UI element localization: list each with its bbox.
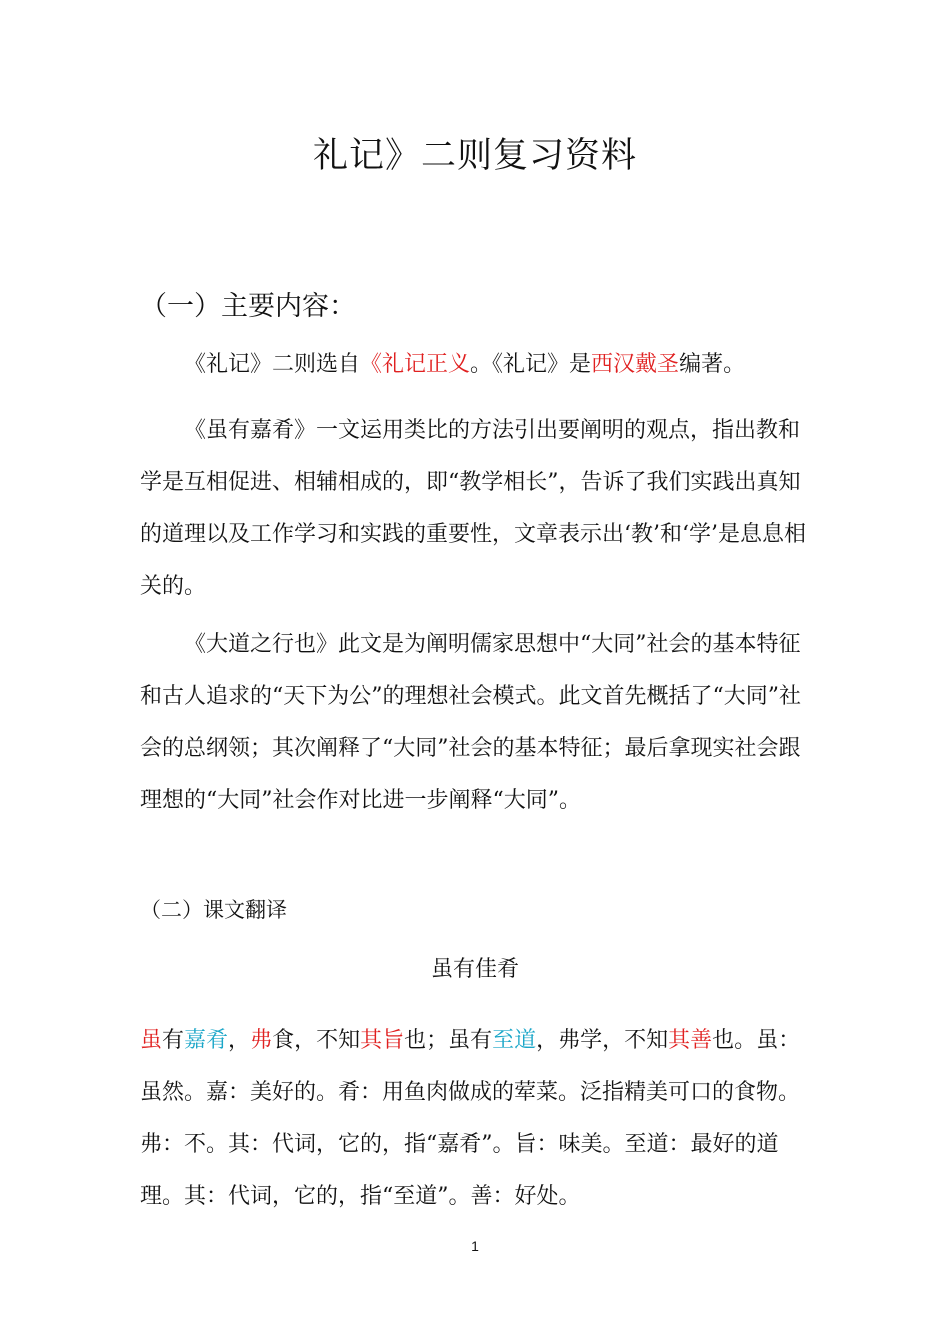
paragraph-suiyou-jiayao-summary: 《虽有嘉肴》一文运用类比的方法引出要阐明的观点，指出教和学是互相促进、相辅相成的，即“教学相长”，告诉了我们实践出真知的道理以及工作学习和实践的重要性，文章表示出‘教’和‘学’是息息相关的。 — [140, 418, 806, 599]
text-span: 编著。 — [679, 352, 746, 377]
passage-text — [140, 1015, 820, 1223]
highlight-author: 西汉戴圣 — [591, 352, 680, 377]
highlight-word: 弗 — [250, 1028, 273, 1053]
document-title: 礼记》二则复习资料 — [312, 136, 637, 176]
text-span: 有 — [162, 1028, 185, 1053]
highlight-word: 其旨 — [360, 1028, 405, 1053]
section-heading-translation: （二）课文翻译 — [140, 898, 287, 922]
passage-title: 虽有佳肴 — [430, 957, 519, 982]
text-span: ，弗学，不知 — [536, 1028, 669, 1053]
paragraph-source — [140, 339, 810, 391]
highlight-book-title: 《礼记正义 — [360, 352, 471, 377]
text-span: 也；虽有 — [404, 1028, 493, 1053]
text-span: 也。 — [712, 1028, 757, 1053]
text-span: ， — [228, 1028, 251, 1053]
highlight-word: 其善 — [668, 1028, 713, 1053]
highlight-word: 虽 — [140, 1028, 163, 1053]
text-span: 。《礼记》是 — [470, 352, 592, 377]
section-heading-main-content: （一）主要内容： — [140, 291, 356, 322]
highlight-word: 嘉肴 — [184, 1028, 229, 1053]
text-span: 食，不知 — [272, 1028, 361, 1053]
passage-notes: 虽：虽然。嘉：美好的。肴：用鱼肉做成的荤菜。泛指精美可口的食物。弗：不。其：代词，它的，指“嘉肴”。旨：味美。至道：最好的道理。其：代词，它的，指“至道”。善：好处。 — [140, 1028, 801, 1209]
page-number: 1 — [471, 1238, 479, 1254]
text-span: 《礼记》二则选自 — [184, 352, 361, 377]
highlight-word: 至道 — [492, 1028, 537, 1053]
paragraph-dadao-summary: 《大道之行也》此文是为阐明儒家思想中“大同”社会的基本特征和古人追求的“天下为公”的理想社会模式。此文首先概括了“大同”社会的总纲领；其次阐释了“大同”社会的基本特征；最后拿现实社会跟理想的“大同”社会作对比进一步阐释“大同”。 — [140, 632, 801, 813]
